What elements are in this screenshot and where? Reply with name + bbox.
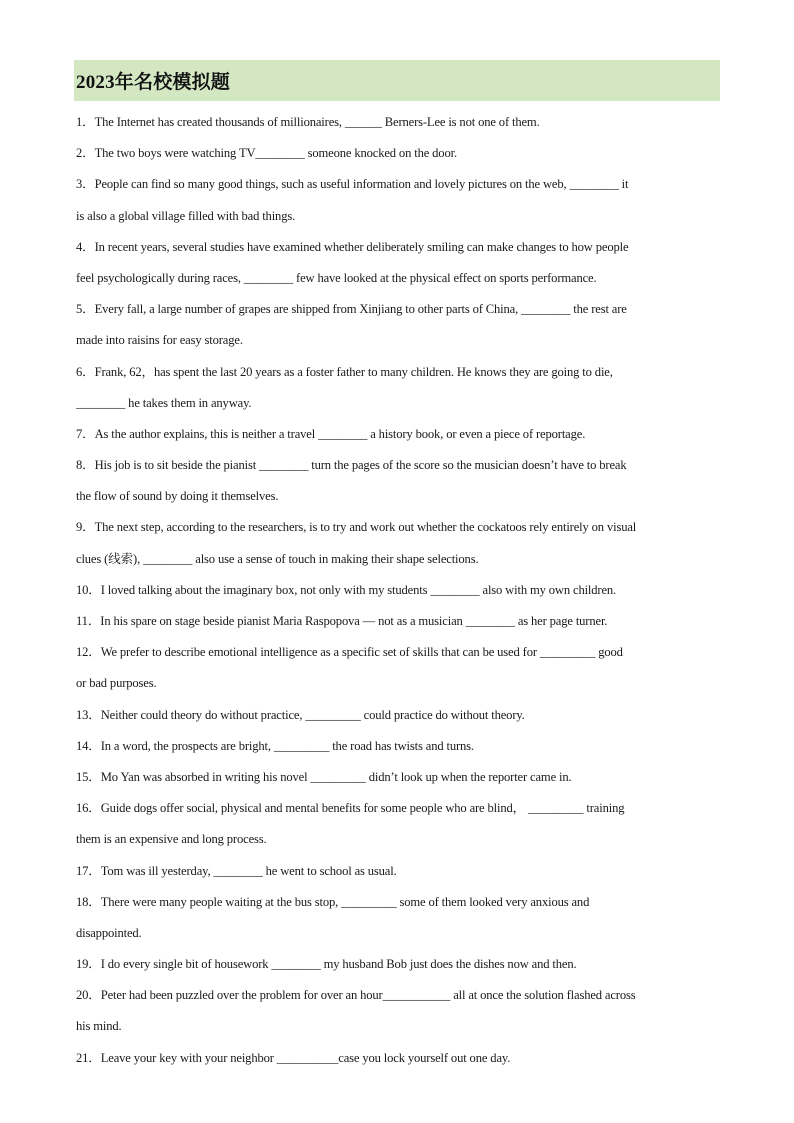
- question-item: [76, 419, 720, 450]
- question-line: disappointed.: [76, 925, 142, 940]
- question-item: [76, 887, 720, 949]
- question-line: 15．Mo Yan was absorbed in writing his novel _________ didn’t look up when the reporter came in.: [76, 769, 572, 784]
- question-item: [76, 949, 720, 980]
- question-item: [76, 1043, 720, 1074]
- section-title: 2023年名校模拟题: [76, 72, 231, 93]
- question-item: [76, 980, 720, 1042]
- section-header: [74, 60, 720, 101]
- question-item: [76, 637, 720, 699]
- question-line: feel psychologically during races, ________ few have looked at the physical effect on sports performance.: [76, 270, 597, 285]
- question-line: 10．I loved talking about the imaginary box, not only with my students ________ also with my own children.: [76, 582, 617, 597]
- question-item: [76, 107, 720, 138]
- question-line: 5．Every fall, a large number of grapes are shipped from Xinjiang to other parts of China, ________ the rest are: [76, 302, 627, 317]
- question-line: 4．In recent years, several studies have examined whether deliberately smiling can make changes to how people: [76, 239, 629, 254]
- question-line: ________ he takes them in anyway.: [76, 395, 252, 410]
- question-line: 6．Frank, 62，has spent the last 20 years as a foster father to many children. He knows they are going to die,: [76, 364, 613, 379]
- question-line: 21．Leave your key with your neighbor __________case you lock yourself out one day.: [76, 1050, 511, 1065]
- question-line: 16．Guide dogs offer social, physical and mental benefits for some people who are blind， _________ training: [76, 801, 625, 816]
- question-line: 8．His job is to sit beside the pianist ________ turn the pages of the score so the musician doesn’t have to break: [76, 458, 627, 473]
- question-item: [76, 762, 720, 793]
- question-line: 18．There were many people waiting at the bus stop, _________ some of them looked very anxious and: [76, 894, 590, 909]
- question-item: [76, 450, 720, 512]
- question-item: [76, 138, 720, 169]
- question-item: [76, 512, 720, 574]
- question-item: [76, 294, 720, 356]
- question-line: 11．In his spare on stage beside pianist Maria Raspopova — not as a musician ________ as her page turner.: [76, 614, 608, 628]
- question-item: [76, 793, 720, 855]
- question-line: 19．I do every single bit of housework ________ my husband Bob just does the dishes now and then.: [76, 957, 577, 972]
- question-item: [76, 606, 720, 637]
- question-line: his mind.: [76, 1019, 122, 1034]
- question-line: 13．Neither could theory do without practice, _________ could practice do without theory.: [76, 707, 525, 722]
- question-line: or bad purposes.: [76, 676, 157, 691]
- question-line: 1．The Internet has created thousands of millionaires, ______ Berners-Lee is not one of them.: [76, 115, 540, 129]
- question-line: 9．The next step, according to the researchers, is to try and work out whether the cockatoos rely entirely on visual: [76, 520, 637, 535]
- question-line: 3．People can find so many good things, such as useful information and lovely pictures on the web, ________ it: [76, 177, 629, 192]
- question-item: [76, 575, 720, 606]
- question-item: [76, 856, 720, 887]
- question-item: [76, 357, 720, 419]
- question-line: 17．Tom was ill yesterday, ________ he went to school as usual.: [76, 863, 397, 878]
- question-line: the flow of sound by doing it themselves.: [76, 489, 279, 504]
- question-line: 7．As the author explains, this is neither a travel ________ a history book, or even a piece of reportage.: [76, 426, 586, 441]
- question-item: [76, 731, 720, 762]
- question-line: 14．In a word, the prospects are bright, _________ the road has twists and turns.: [76, 738, 474, 753]
- question-line: 2．The two boys were watching TV________ someone knocked on the door.: [76, 146, 457, 161]
- question-line: them is an expensive and long process.: [76, 832, 267, 847]
- question-line: is also a global village filled with bad things.: [76, 208, 296, 223]
- question-list: [76, 107, 720, 1074]
- question-item: [76, 169, 720, 231]
- question-item: [76, 700, 720, 731]
- question-line: 20．Peter had been puzzled over the problem for over an hour___________ all at once the solution flashed across: [76, 988, 636, 1003]
- question-line: made into raisins for easy storage.: [76, 333, 243, 348]
- question-line: clues (线索), ________ also use a sense of touch in making their shape selections.: [76, 551, 479, 566]
- question-item: [76, 232, 720, 294]
- question-line: 12．We prefer to describe emotional intelligence as a specific set of skills that can be used for _________ good: [76, 645, 623, 660]
